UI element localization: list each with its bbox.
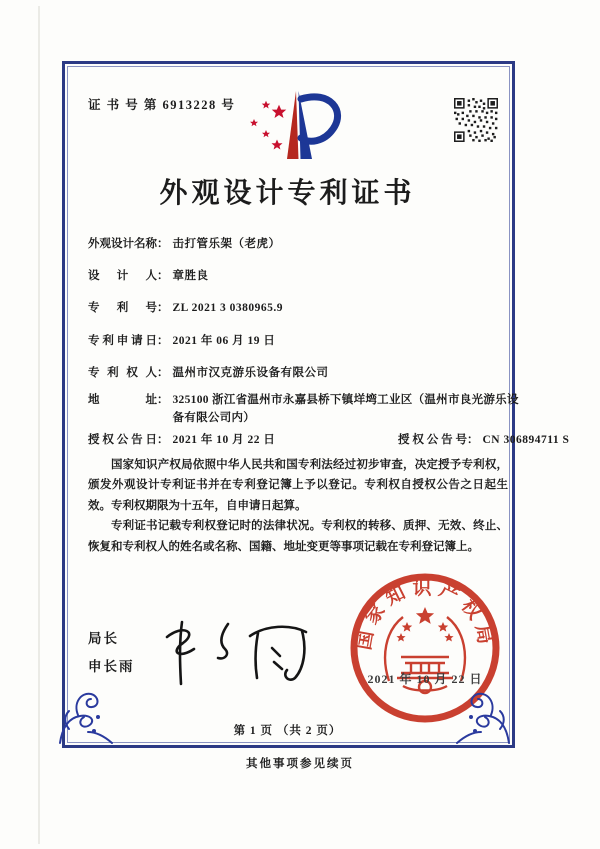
field-label: 专利号 xyxy=(88,302,157,314)
field-patent-number xyxy=(88,300,283,317)
field-colon: ： xyxy=(157,434,169,446)
field-value: CN 306894711 S xyxy=(482,434,570,446)
field-design-name xyxy=(88,236,281,253)
field-value: ZL 2021 3 0380965.9 xyxy=(172,302,283,314)
star-icon xyxy=(262,130,270,137)
field-value: 章胜良 xyxy=(172,270,209,282)
page-indicator: 第 1 页 （共 2 页） xyxy=(233,725,342,737)
logo-stars xyxy=(250,101,286,150)
field-label: 外观设计名称 xyxy=(88,238,157,250)
commissioner-title: 局长 xyxy=(88,631,119,646)
field-colon: ： xyxy=(157,335,169,347)
logo-spire-red xyxy=(287,91,299,159)
field-label: 授权公告号 xyxy=(398,434,467,446)
field-label: 地址 xyxy=(88,394,157,406)
field-label: 授权公告日 xyxy=(88,434,157,446)
field-grant-row xyxy=(88,432,570,449)
continuation-note: 其他事项参见续页 xyxy=(246,758,354,770)
field-colon: ： xyxy=(157,367,169,379)
grant-date-stamp: 2021 年 10 月 22 日 xyxy=(367,672,483,686)
grant-date-group xyxy=(88,434,275,446)
commissioner-name: 申长雨 xyxy=(88,659,135,674)
field-value: 温州市汉克游乐设备有限公司 xyxy=(172,367,329,379)
field-colon: ： xyxy=(157,270,169,282)
field-colon: ： xyxy=(157,302,169,314)
field-value: 2021 年 10 月 22 日 xyxy=(172,434,276,446)
field-address xyxy=(88,392,525,428)
star-icon xyxy=(272,105,287,118)
certificate-title: 外观设计专利证书 xyxy=(159,178,416,209)
field-label: 专利申请日 xyxy=(88,335,157,347)
legal-text xyxy=(88,455,508,557)
legal-paragraph-2: 专利证书记载专利权登记时的法律状况。专利权的转移、质押、无效、终止、恢复和专利权人的姓名或名称、国籍、地址变更等事项记载在专利登记簿上。 xyxy=(88,520,508,553)
field-value: 325100 浙江省温州市永嘉县桥下镇垟塆工业区（温州市良光游乐设备有限公司内） xyxy=(172,394,519,424)
field-colon: ： xyxy=(157,394,169,406)
certificate-number: 证 书 号 第 6913228 号 xyxy=(88,98,236,112)
field-label: 设计人 xyxy=(88,270,157,282)
field-value: 2021 年 06 月 19 日 xyxy=(172,335,276,347)
field-label: 专利权人 xyxy=(88,367,157,379)
star-icon xyxy=(250,119,258,126)
star-icon xyxy=(272,140,283,150)
field-filing-date xyxy=(88,333,275,350)
paper-edge xyxy=(38,6,40,844)
field-colon: ： xyxy=(157,238,169,250)
seal-ring-text: 国家知识产权局 xyxy=(353,577,497,652)
cnipa-logo xyxy=(235,85,367,169)
field-value: 击打管乐架（老虎） xyxy=(172,238,281,250)
legal-paragraph-1: 国家知识产权局依照中华人民共和国专利法经过初步审查，决定授予专利权，颁发外观设计专利证书并在专利登记簿上予以登记。专利权自授权公告之日起生效。专利权期限为十五年，自申请日起算。 xyxy=(88,459,508,512)
star-icon xyxy=(262,101,271,109)
qr-code-icon xyxy=(454,98,498,142)
field-patentee xyxy=(88,365,329,382)
field-designer xyxy=(88,268,209,285)
field-colon: ： xyxy=(467,434,479,446)
grant-number-group xyxy=(398,432,569,449)
commissioner-signature xyxy=(152,610,330,694)
